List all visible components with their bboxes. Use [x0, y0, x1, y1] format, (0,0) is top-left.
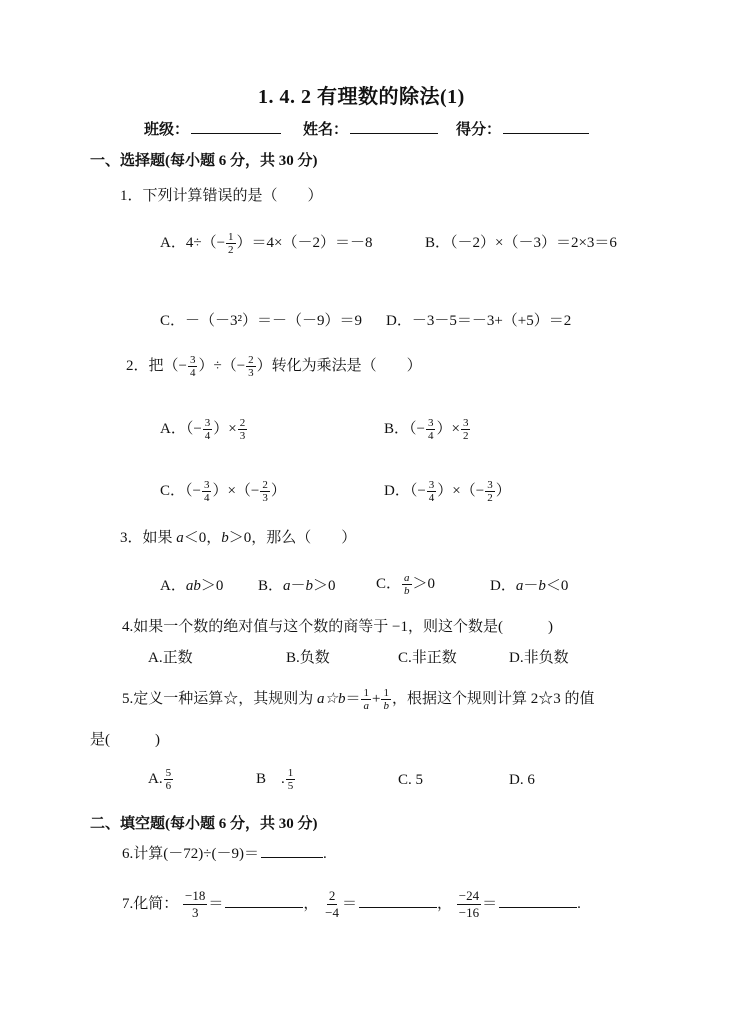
- text-segment: A．（−: [160, 421, 202, 437]
- score-label: 得分：: [456, 122, 502, 138]
- q4-option-a: A.正数: [148, 650, 193, 666]
- q1-option-d: D．－3－5＝－3+（+5）＝2: [386, 313, 572, 329]
- text-segment: A．4÷（−: [160, 235, 226, 251]
- fraction: [381, 687, 391, 712]
- fraction-denominator: 3: [191, 905, 199, 921]
- q5-option-c: C. 5: [398, 772, 424, 788]
- fraction: [426, 417, 436, 442]
- score-field: [456, 118, 589, 139]
- text-segment: 3．如果: [120, 530, 177, 546]
- question-5-stem: [122, 684, 594, 714]
- fraction-numerator: 1: [228, 231, 234, 244]
- fraction: [402, 572, 412, 597]
- q3-option-d: [490, 576, 568, 596]
- fraction-numerator: 2: [248, 354, 254, 367]
- fraction-denominator: 4: [204, 430, 211, 443]
- text-segment: a: [515, 578, 524, 594]
- q2-option-c: [160, 478, 286, 504]
- fraction: [202, 479, 212, 504]
- text-segment: b: [305, 578, 314, 594]
- fraction-denominator: 6: [165, 780, 172, 793]
- text-segment: b: [221, 530, 229, 546]
- fraction-denominator: 4: [428, 492, 435, 505]
- q2-option-a: [160, 416, 248, 442]
- q1-option-a: [160, 230, 373, 256]
- fraction-denominator: 4: [203, 492, 210, 505]
- text-segment: ）×（−: [437, 483, 485, 499]
- question-5-stem-line2: 是( ): [90, 732, 160, 748]
- question-6: [122, 843, 327, 864]
- text-segment: ）: [270, 483, 286, 499]
- text-segment: ）转化为乘法是（ ）: [256, 358, 422, 374]
- text-segment: ）: [495, 483, 511, 499]
- fraction-numerator: 1: [287, 767, 294, 780]
- text-segment: ＜0: [545, 578, 569, 594]
- text-segment: 5.定义一种运算☆，其规则为: [122, 691, 318, 707]
- fraction-numerator: −24: [458, 888, 480, 904]
- fraction: [246, 354, 256, 379]
- fraction-numerator: 2: [262, 479, 268, 492]
- fraction: [485, 479, 495, 504]
- fraction-numerator: 1: [383, 687, 389, 700]
- text-segment: ＝: [345, 691, 361, 707]
- text-segment: ＜0，: [183, 530, 222, 546]
- fraction-denominator: 3: [239, 430, 246, 443]
- text-segment: ，: [303, 896, 319, 912]
- fraction-denominator: 2: [462, 430, 469, 443]
- text-segment: .: [577, 896, 581, 912]
- text-segment: ＞0: [313, 578, 336, 594]
- text-segment: +: [371, 691, 381, 707]
- fraction-denominator: −16: [458, 905, 480, 921]
- q7-answer-blank-1[interactable]: [225, 893, 303, 908]
- fraction-numerator: 3: [189, 354, 196, 367]
- fraction-denominator: 3: [248, 367, 254, 380]
- name-field: [303, 118, 438, 139]
- text-segment: A．: [160, 578, 186, 594]
- section-heading-fill: 二、填空题(每小题 6 分，共 30 分): [90, 816, 318, 832]
- fraction-denominator: b: [404, 585, 410, 598]
- text-segment: ＞0: [412, 576, 436, 592]
- fraction: [183, 888, 207, 921]
- text-segment: 7.化简：: [122, 896, 179, 912]
- fraction-denominator: a: [363, 700, 369, 713]
- q1-option-c: C．－（－3²）＝－（－9）＝9: [160, 313, 363, 329]
- fraction-numerator: 3: [487, 479, 493, 492]
- text-segment: ）÷（−: [198, 358, 246, 374]
- text-segment: D．（−: [384, 483, 426, 499]
- fraction-denominator: 5: [287, 780, 294, 793]
- fraction-numerator: 3: [203, 479, 210, 492]
- fraction-denominator: 3: [262, 492, 268, 505]
- fraction: [286, 767, 296, 792]
- text-segment: 6.计算(－72)÷(－9)＝: [122, 846, 259, 862]
- q4-option-d: D.非负数: [509, 650, 569, 666]
- text-segment: A.: [148, 771, 163, 787]
- fraction: [361, 687, 371, 712]
- class-blank[interactable]: [191, 119, 281, 134]
- fraction-numerator: 2: [239, 417, 246, 430]
- fraction: [226, 231, 236, 256]
- fraction-denominator: b: [383, 700, 389, 713]
- text-segment: ）×: [213, 421, 237, 437]
- fraction-numerator: 3: [462, 417, 469, 430]
- score-blank[interactable]: [503, 119, 589, 134]
- q7-answer-blank-2[interactable]: [359, 893, 437, 908]
- fraction: [203, 417, 213, 442]
- name-blank[interactable]: [350, 119, 438, 134]
- q7-answer-blank-3[interactable]: [499, 893, 577, 908]
- text-segment: .: [322, 846, 327, 862]
- fraction-numerator: 3: [428, 479, 435, 492]
- section-heading-choice: 一、选择题(每小题 6 分，共 30 分): [90, 153, 318, 169]
- q3-option-b: [258, 576, 336, 596]
- question-2-stem: [126, 353, 422, 379]
- text-segment: C．（−: [160, 483, 201, 499]
- name-label: 姓名：: [303, 122, 349, 138]
- fraction: [260, 479, 270, 504]
- q2-option-b: [384, 416, 471, 442]
- text-segment: ＝: [341, 896, 357, 912]
- text-segment: ＞0: [200, 578, 224, 594]
- text-segment: ）×: [436, 421, 460, 437]
- q5-option-d: D. 6: [509, 772, 535, 788]
- q5-option-b: [256, 762, 296, 796]
- q6-answer-blank[interactable]: [261, 843, 323, 858]
- text-segment: B．（−: [384, 421, 425, 437]
- text-segment: a: [176, 530, 184, 546]
- fraction-numerator: a: [404, 572, 410, 585]
- text-segment: ＝: [482, 896, 498, 912]
- q5-option-a: [148, 762, 174, 796]
- text-segment: ）＝4×（－2）＝－8: [236, 235, 373, 251]
- fraction-numerator: 5: [165, 767, 172, 780]
- fraction: [427, 479, 437, 504]
- fraction-numerator: −18: [185, 888, 206, 904]
- text-segment: －: [523, 578, 539, 594]
- text-segment: ，: [437, 896, 453, 912]
- text-segment: －: [290, 578, 306, 594]
- text-segment: C．: [376, 576, 402, 592]
- q3-option-a: [160, 576, 223, 596]
- text-segment: ＞0，那么（ ）: [228, 530, 357, 546]
- fraction: [461, 417, 471, 442]
- text-segment: ＝: [208, 896, 224, 912]
- text-segment: 2．把（−: [126, 358, 187, 374]
- page-title: 1. 4. 2 有理数的除法(1): [258, 86, 465, 108]
- fraction: [238, 417, 248, 442]
- text-segment: D．: [490, 578, 516, 594]
- fraction: [164, 767, 174, 792]
- text-segment: a: [283, 578, 291, 594]
- class-label: 班级：: [144, 122, 190, 138]
- fraction: [457, 888, 481, 921]
- question-7: [122, 884, 581, 924]
- fraction-denominator: −4: [325, 905, 339, 921]
- q3-option-c: [376, 569, 435, 599]
- fraction: [323, 888, 341, 921]
- text-segment: B .: [256, 771, 285, 787]
- fraction-denominator: 4: [189, 367, 196, 380]
- fraction-denominator: 2: [228, 244, 234, 257]
- question-4-stem: 4.如果一个数的绝对值与这个数的商等于 −1，则这个数是( ): [122, 619, 553, 635]
- q1-option-b: B．（－2）×（－3）＝2×3＝6: [425, 235, 617, 251]
- q4-option-c: C.非正数: [398, 650, 457, 666]
- fraction-numerator: 2: [328, 888, 336, 904]
- text-segment: ）×（−: [212, 483, 260, 499]
- text-segment: ，根据这个规则计算 2☆3 的值: [391, 691, 595, 707]
- fraction-denominator: 2: [487, 492, 493, 505]
- q2-option-d: [384, 478, 511, 504]
- question-1-stem: 1．下列计算错误的是（ ）: [120, 188, 323, 204]
- text-segment: b: [538, 578, 546, 594]
- class-field: [144, 118, 281, 139]
- fraction-denominator: 4: [427, 430, 434, 443]
- fraction: [188, 354, 198, 379]
- fraction-numerator: 3: [204, 417, 211, 430]
- question-3-stem: [120, 528, 356, 548]
- text-segment: B．: [258, 578, 284, 594]
- text-segment: ab: [185, 578, 201, 594]
- q4-option-b: B.负数: [286, 650, 330, 666]
- fraction-numerator: 3: [427, 417, 434, 430]
- fraction-numerator: 1: [363, 687, 369, 700]
- text-segment: a☆b: [317, 691, 346, 707]
